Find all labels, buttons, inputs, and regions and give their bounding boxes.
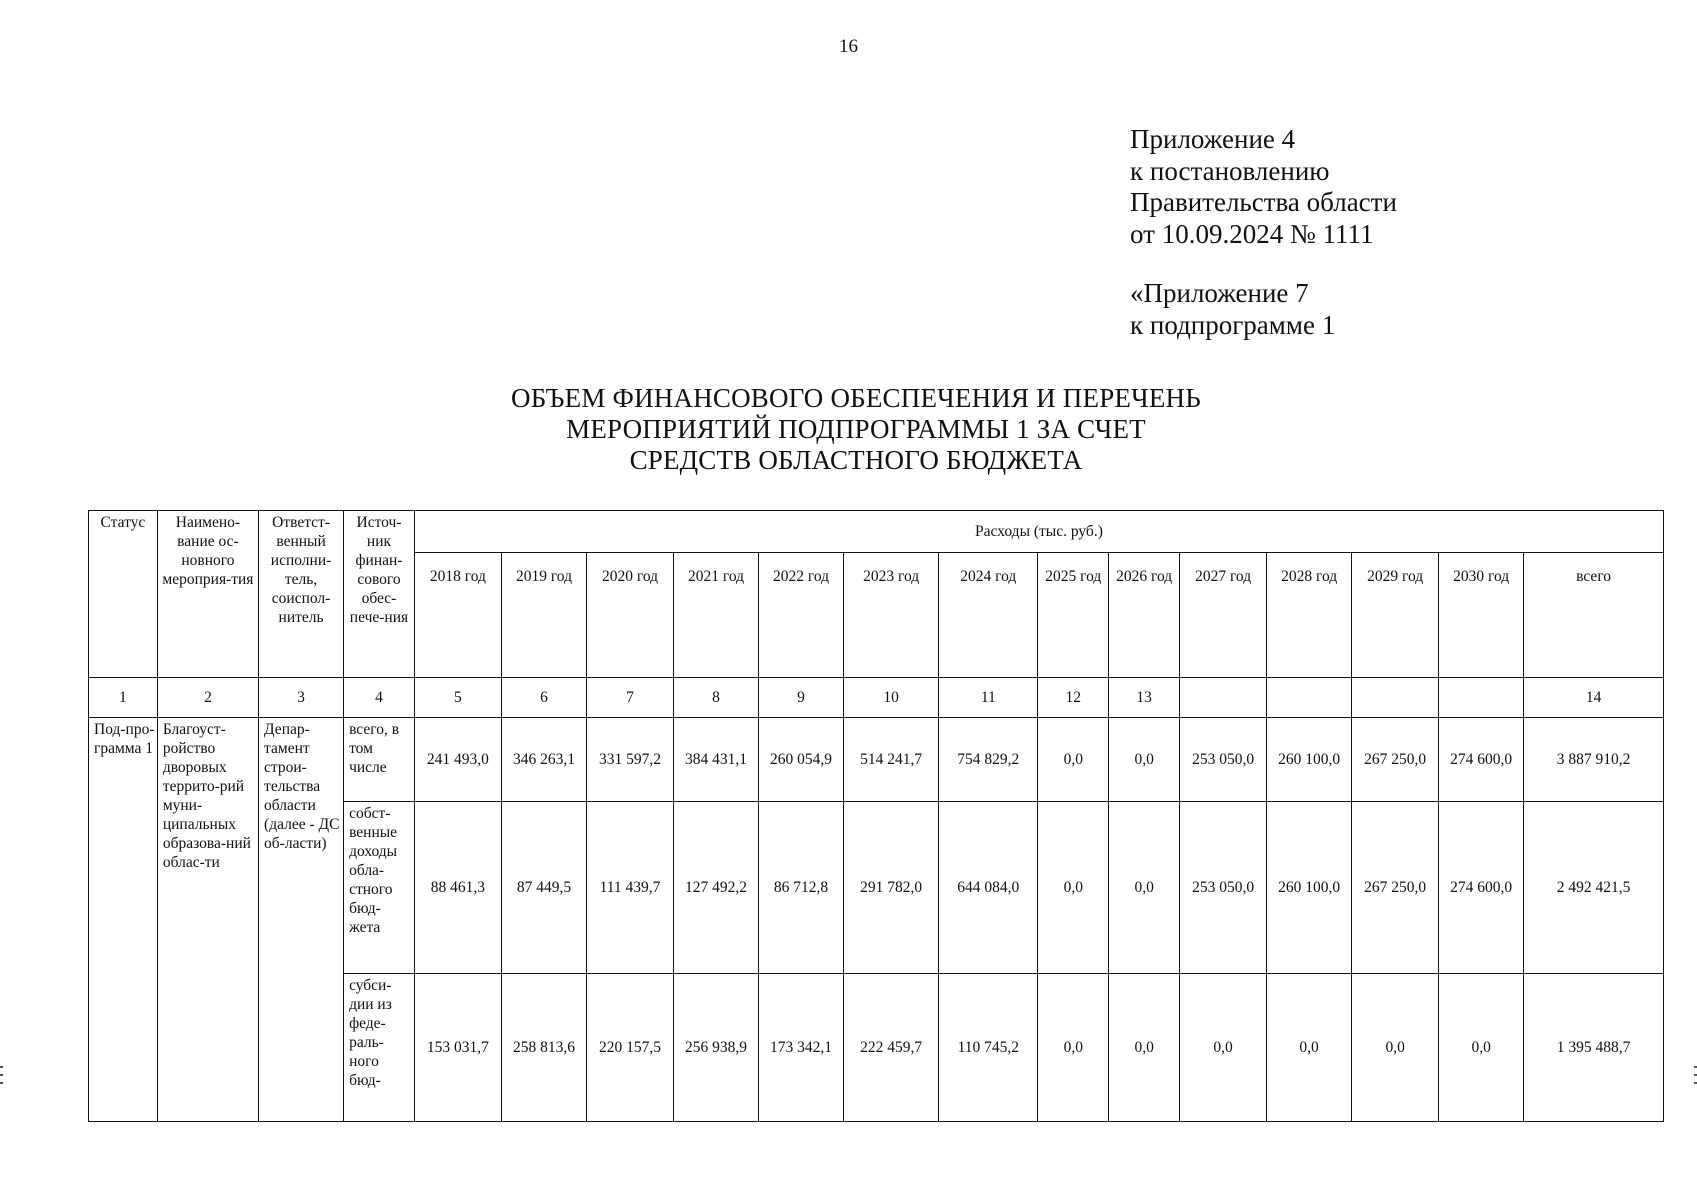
column-number: 5 [414,678,501,718]
value-cell: 0,0 [1109,974,1180,1122]
column-number: 9 [759,678,844,718]
column-number: 4 [344,678,415,718]
row-source: собст-венные доходы обла-стного бюд-жета [344,802,415,974]
title-line: МЕРОПРИЯТИЙ ПОДПРОГРАММЫ 1 ЗА СЧЕТ [566,414,1146,444]
value-cell: 258 813,6 [501,974,586,1122]
value-cell: 346 263,1 [501,718,586,802]
value-cell: 274 600,0 [1439,718,1524,802]
value-cell: 253 050,0 [1180,802,1267,974]
value-cell: 0,0 [1038,802,1109,974]
value-cell: 111 439,7 [586,802,673,974]
column-number: 11 [939,678,1038,718]
total-cell: 3 887 910,2 [1524,718,1664,802]
value-cell: 222 459,7 [844,974,939,1122]
column-number: 10 [844,678,939,718]
value-cell: 260 054,9 [759,718,844,802]
value-cell: 291 782,0 [844,802,939,974]
value-cell: 754 829,2 [939,718,1038,802]
scan-mark [0,1074,3,1076]
row-source: субси-дии из феде-раль-ного бюд- [344,974,415,1122]
value-cell: 110 745,2 [939,974,1038,1122]
table-row [89,718,1664,802]
column-number [1180,678,1267,718]
document-title [0,383,1697,476]
header-year: 2018 год [414,553,501,678]
value-cell: 86 712,8 [759,802,844,974]
header-row-top [89,511,1664,553]
page-number: 16 [839,36,858,57]
value-cell: 267 250,0 [1352,802,1439,974]
value-cell: 88 461,3 [414,802,501,974]
column-number: 6 [501,678,586,718]
appendix-line: к постановлению [1130,155,1330,186]
header-year: 2021 год [674,553,759,678]
financing-table [88,510,1664,1122]
column-number: 13 [1109,678,1180,718]
value-cell: 260 100,0 [1267,802,1352,974]
column-number [1267,678,1352,718]
header-source: Источ-ник финан-сового обес-пече-ния [344,511,415,678]
header-executor: Ответст-венный исполни-тель, соиспол-нитель [259,511,344,678]
scan-mark [0,1082,3,1084]
column-number: 8 [674,678,759,718]
header-year: 2029 год [1352,553,1439,678]
header-year: 2025 год [1038,553,1109,678]
column-number: 2 [157,678,258,718]
row-executor: Депар-тамент строи-тельства области (далее - ДС об-ласти) [259,718,344,1122]
value-cell: 0,0 [1439,974,1524,1122]
header-total: всего [1524,553,1664,678]
column-number [1352,678,1439,718]
value-cell: 153 031,7 [414,974,501,1122]
header-year: 2028 год [1267,553,1352,678]
column-number: 12 [1038,678,1109,718]
header-year: 2022 год [759,553,844,678]
value-cell: 256 938,9 [674,974,759,1122]
header-expenses: Расходы (тыс. руб.) [414,511,1663,553]
value-cell: 127 492,2 [674,802,759,974]
value-cell: 0,0 [1267,974,1352,1122]
value-cell: 0,0 [1352,974,1439,1122]
title-line: ОБЪЕМ ФИНАНСОВОГО ОБЕСПЕЧЕНИЯ И ПЕРЕЧЕНЬ [511,383,1201,413]
value-cell: 260 100,0 [1267,718,1352,802]
column-number-row [89,678,1664,718]
row-name: Благоуст-ройство дворовых террито-рий муни-ципальных образова-ний облас-ти [157,718,258,1122]
column-number: 7 [586,678,673,718]
column-number [1439,678,1524,718]
header-status: Статус [89,511,158,678]
value-cell: 0,0 [1038,974,1109,1122]
value-cell: 0,0 [1109,802,1180,974]
scan-mark [0,1066,3,1068]
value-cell: 274 600,0 [1439,802,1524,974]
appendix-sub-line: «Приложение 7 [1130,278,1309,308]
value-cell: 0,0 [1180,974,1267,1122]
value-cell: 173 342,1 [759,974,844,1122]
value-cell: 253 050,0 [1180,718,1267,802]
value-cell: 0,0 [1109,718,1180,802]
header-year: 2027 год [1180,553,1267,678]
value-cell: 514 241,7 [844,718,939,802]
title-line: СРЕДСТВ ОБЛАСТНОГО БЮДЖЕТА [629,445,1083,475]
value-cell: 331 597,2 [586,718,673,802]
header-year: 2020 год [586,553,673,678]
value-cell: 87 449,5 [501,802,586,974]
value-cell: 384 431,1 [674,718,759,802]
header-name: Наимено-вание ос-новного мероприя-тия [157,511,258,678]
header-year: 2019 год [501,553,586,678]
appendix-line: от 10.09.2024 № 1111 [1130,218,1374,249]
column-number: 14 [1524,678,1664,718]
total-cell: 1 395 488,7 [1524,974,1664,1122]
value-cell: 267 250,0 [1352,718,1439,802]
appendix-line: Приложение 4 [1130,124,1296,154]
appendix-block [1130,124,1397,341]
header-year: 2030 год [1439,553,1524,678]
appendix-sub-line: к подпрограмме 1 [1130,309,1336,340]
header-year: 2026 год [1109,553,1180,678]
column-number: 1 [89,678,158,718]
appendix-line: Правительства области [1130,187,1397,217]
header-year: 2023 год [844,553,939,678]
total-cell: 2 492 421,5 [1524,802,1664,974]
value-cell: 241 493,0 [414,718,501,802]
header-year: 2024 год [939,553,1038,678]
value-cell: 0,0 [1038,718,1109,802]
row-status: Под-про-грамма 1 [89,718,158,1122]
column-number: 3 [259,678,344,718]
value-cell: 220 157,5 [586,974,673,1122]
row-source: всего, в том числе [344,718,415,802]
value-cell: 644 084,0 [939,802,1038,974]
